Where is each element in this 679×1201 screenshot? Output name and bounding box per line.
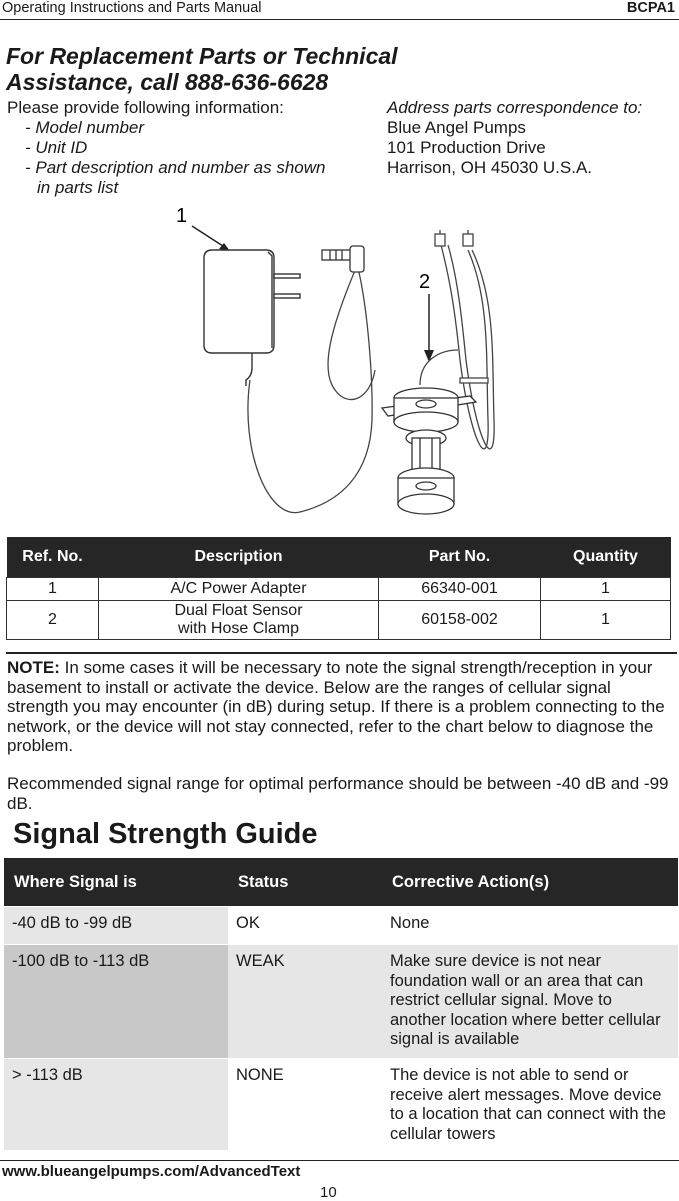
- footer-divider: [0, 1160, 679, 1161]
- status-cell: NONE: [228, 1059, 382, 1151]
- signal-guide-title: Signal Strength Guide: [13, 818, 318, 850]
- action-cell: The device is not able to send or receive alert messages. Move device to a location that can connect with the cellular towers: [382, 1059, 678, 1151]
- parts-table-header: [7, 537, 671, 578]
- signal-range-cell: > -113 dB: [4, 1059, 228, 1151]
- action-cell: None: [382, 907, 678, 945]
- signal-table-header: [4, 858, 678, 907]
- col-quantity: Quantity: [541, 537, 671, 578]
- table-row: [4, 1059, 678, 1151]
- recommended-range: Recommended signal range for optimal performance should be between -40 dB and -99 dB.: [7, 774, 669, 813]
- part-no-cell: 60158-002: [379, 601, 541, 640]
- callout-1-leader: [192, 226, 226, 248]
- description-cell: A/C Power Adapter: [99, 578, 379, 601]
- col-ref: Ref. No.: [7, 537, 99, 578]
- note-paragraph: [7, 658, 675, 756]
- description-cell: Dual Float Sensor with Hose Clamp: [99, 601, 379, 640]
- col-description: Description: [99, 537, 379, 578]
- table-row: [7, 578, 671, 601]
- col-where-signal: Where Signal is: [4, 858, 228, 907]
- parts-table: [6, 537, 671, 640]
- table-row: [4, 945, 678, 1059]
- part-no-cell: 66340-001: [379, 578, 541, 601]
- info-item: - Part description and number as shown: [25, 158, 326, 177]
- ref-cell: 1: [7, 578, 99, 601]
- ref-cell: 2: [7, 601, 99, 640]
- signal-range-cell: -40 dB to -99 dB: [4, 907, 228, 945]
- address-heading: Address parts correspondence to:: [387, 98, 643, 117]
- barrel-plug: [322, 246, 364, 272]
- parts-illustration: [0, 190, 679, 530]
- info-intro: Please provide following information:: [7, 98, 284, 117]
- quantity-cell: 1: [541, 601, 671, 640]
- page-header: [0, 0, 679, 20]
- col-part-no: Part No.: [379, 537, 541, 578]
- power-adapter: [204, 250, 300, 386]
- dual-float-sensor: [382, 388, 476, 514]
- address-line: Harrison, OH 45030 U.S.A.: [387, 158, 593, 177]
- status-cell: WEAK: [228, 945, 382, 1059]
- info-item: - Unit ID: [25, 138, 88, 157]
- note-label: NOTE:: [7, 658, 60, 677]
- info-item: - Model number: [25, 118, 145, 137]
- status-cell: OK: [228, 907, 382, 945]
- signal-range-cell: -100 dB to -113 dB: [4, 945, 228, 1059]
- note-text: In some cases it will be necessary to note the signal strength/reception in your basement to install or activate the device. Below are the ranges of cellular signal strength you may encounter (in dB) during setup. If there is a problem connecting to the network, or the device will not stay connected, refer to the chart below to diagnose the problem.: [7, 658, 665, 755]
- action-cell: Make sure device is not near foundation wall or an area that can restrict cellular signal. Move to another location where better cellular signal is available: [382, 945, 678, 1059]
- address-block: [387, 98, 642, 178]
- callout-1: 1: [176, 205, 188, 227]
- address-line: 101 Production Drive: [387, 138, 546, 157]
- signal-strength-table: [4, 858, 678, 1150]
- info-required: [7, 98, 367, 198]
- col-status: Status: [228, 858, 382, 907]
- section-divider: [6, 652, 677, 654]
- page-number: 10: [320, 1184, 337, 1201]
- col-corrective-action: Corrective Action(s): [382, 858, 678, 907]
- address-line: Blue Angel Pumps: [387, 118, 526, 137]
- quantity-cell: 1: [541, 578, 671, 601]
- table-row: [7, 601, 671, 640]
- callout-2: 2: [419, 271, 431, 293]
- page-title: For Replacement Parts or Technical Assistance, call 888-636-6628: [6, 43, 398, 95]
- footer-url[interactable]: www.blueangelpumps.com/AdvancedText: [2, 1163, 301, 1180]
- info-item-continued: in parts list: [37, 178, 119, 197]
- manual-title: Operating Instructions and Parts Manual: [2, 0, 262, 16]
- model-code: BCPA1: [626, 0, 675, 16]
- table-row: [4, 907, 678, 945]
